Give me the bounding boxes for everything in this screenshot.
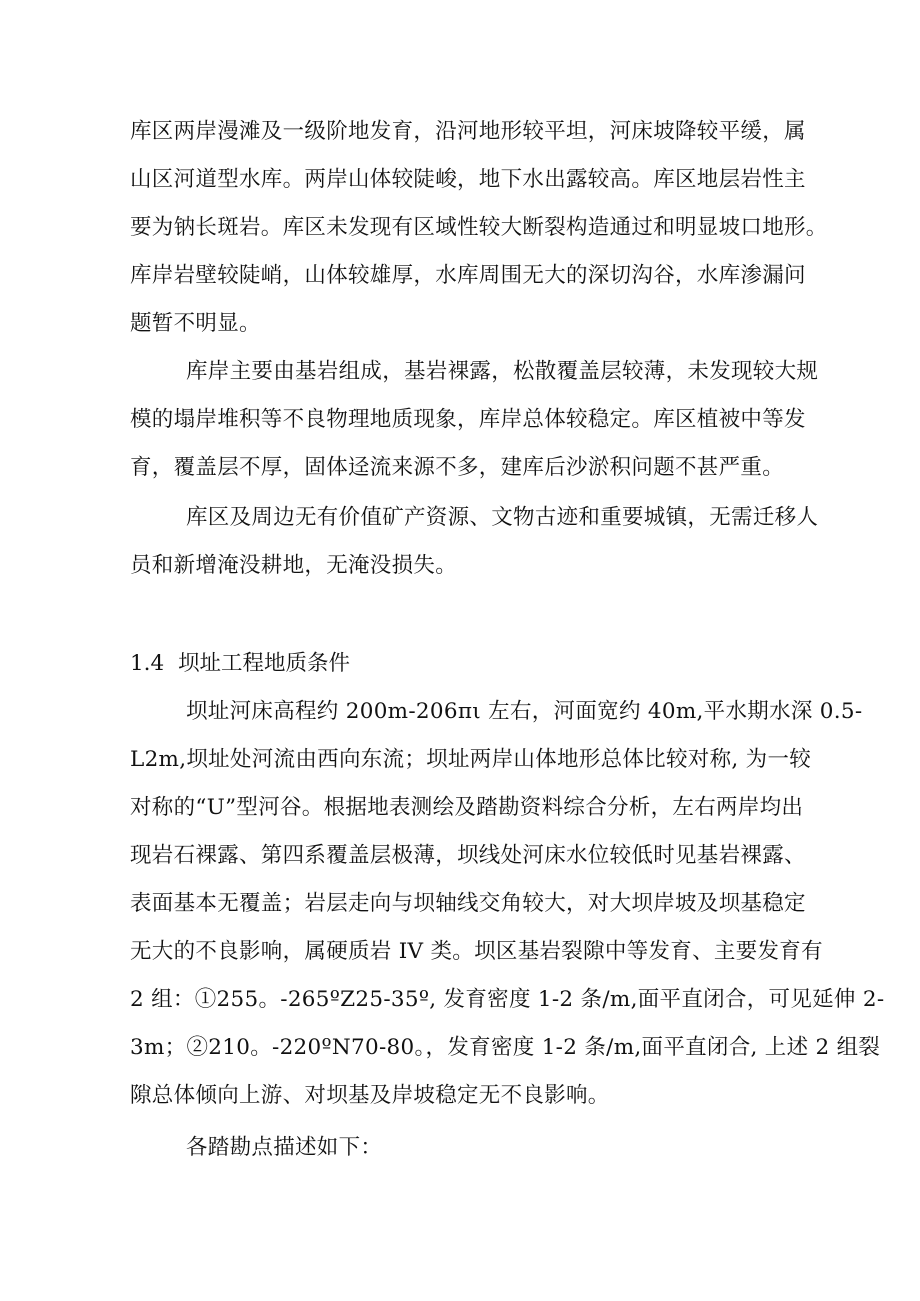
text-line: 无大的不良影响，属硬质岩 IV 类。坝区基岩裂隙中等发育、主要发育有 [130,939,823,964]
text-line: 表面基本无覆盖；岩层走向与坝轴线交角较大，对大坝岸坡及坝基稳定 [130,891,806,916]
text-line: 题暂不明显。 [130,311,261,336]
text-line: 坝址河床高程约 200m-206πι 左右，河面宽约 40m,平水期水深 0.5- [186,699,863,724]
text-line: 2 组：①255。-265ºZ25-35º, 发育密度 1-2 条/m,面平直闭合，可见延伸 2- [130,987,885,1012]
text-line: 库岸岩壁较陡峭，山体较雄厚，水库周围无大的深切沟谷，水库渗漏问 [130,263,806,288]
section-heading [130,640,350,688]
text-line: 库区两岸漫滩及一级阶地发育，沿河地形较平坦，河床坡降较平缓，属 [130,119,806,144]
text-line: 山区河道型水库。两岸山体较陡峻，地下水出露较高。库区地层岩性主 [130,167,806,192]
paragraph-resources [130,494,860,590]
text-line: 库岸主要由基岩组成，基岩裸露，松散覆盖层较薄，未发现较大规 [186,359,819,384]
text-line: 员和新增淹没耕地，无淹没损失。 [130,553,458,578]
text-line: L2m,坝址处河流由西向东流；坝址两岸山体地形总体比较对称, 为一较 [130,747,812,772]
text-line: 现岩石裸露、第四系覆盖层极薄，坝线处河床水位较低时见基岩裸露、 [130,843,806,868]
paragraph-survey-points [130,1124,860,1172]
text-line: 隙总体倾向上游、对坝基及岸坡稳定无不良影响。 [130,1083,610,1108]
section-number: 1.4 [130,651,165,676]
paragraph-dam-site [130,688,885,1120]
text-line: 各踏勘点描述如下： [186,1135,383,1160]
text-line: 对称的“U”型河谷。根据地表测绘及踏勘资料综合分析，左右两岸均出 [130,795,804,820]
paragraph-reservoir-geology [130,108,860,348]
paragraph-bank-stability [130,348,860,492]
section-title: 坝址工程地质条件 [178,651,351,676]
text-line: 库区及周边无有价值矿产资源、文物古迹和重要城镇，无需迁移人 [186,505,819,530]
text-line: 模的塌岸堆积等不良物理地质现象，库岸总体较稳定。库区植被中等发 [130,407,806,432]
text-line: 育，覆盖层不厚，固体迳流来源不多，建库后沙淤积问题不甚严重。 [130,455,785,480]
text-line: 3m；②210。-220ºN70-80。，发育密度 1-2 条∕m,面平直闭合, 上述 2 组裂 [130,1035,881,1060]
text-line: 要为钠长斑岩。库区未发现有区域性较大断裂构造通过和明显坡口地形。 [130,215,828,240]
